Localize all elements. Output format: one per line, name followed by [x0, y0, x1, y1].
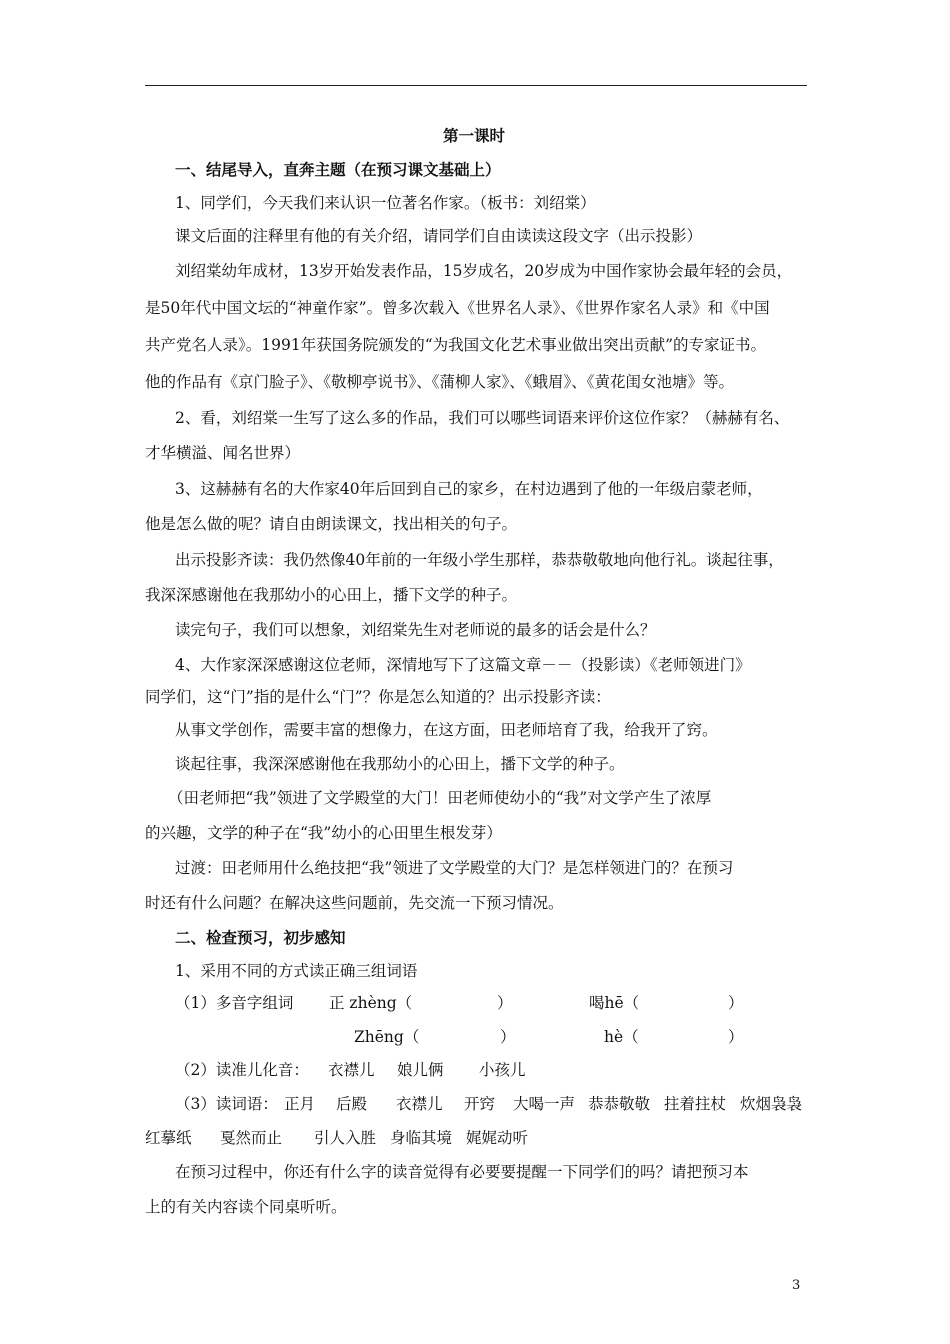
polyphone-label: （1）多音字组词 — [175, 994, 294, 1012]
closing-line-2: 上的有关内容读个同桌听听。 — [145, 1198, 347, 1216]
q3-line-2: 他是怎么做的呢？请自由朗读课文，找出相关的句子。 — [145, 515, 518, 533]
zheng-reading-1: 正 zhèng（ — [329, 994, 413, 1012]
think-line: 读完句子，我们可以想象，刘绍棠先生对老师说的最多的话会是什么？ — [175, 621, 656, 639]
vocab-word: 恭恭敬敬 — [588, 1095, 651, 1113]
vocab-word: 衣襟儿 — [396, 1095, 443, 1113]
vocab-word: 戛然而止 — [220, 1129, 283, 1147]
vocab-word: 拄着拄杖 — [664, 1095, 727, 1113]
vocab-word: 引人入胜 — [314, 1129, 377, 1147]
vocab-word: 后殿 — [336, 1095, 368, 1113]
q4-line-1: 4、大作家深深感谢这位老师，深情地写下了这篇文章－－（投影读）《老师领进门》 — [175, 656, 751, 674]
bio-line-1: 刘绍棠幼年成材，13岁开始发表作品，15岁成名，20岁成为中国作家协会最年轻的会员， — [175, 262, 793, 280]
vocab-word: 大喝一声 — [513, 1095, 576, 1113]
he-close-2: ） — [728, 1028, 744, 1046]
he-close-1: ） — [728, 994, 744, 1012]
erhua-label: （2）读准儿化音： — [175, 1061, 309, 1079]
bio-line-3: 共产党名人录》。1991年获国务院颁发的“为我国文化艺术事业做出突出贡献”的专家证书。 — [145, 336, 767, 354]
transition-line-2: 时还有什么问题？在解决这些问题前，先交流一下预习情况。 — [145, 894, 564, 912]
vocab-word: 炊烟袅袅 — [740, 1095, 803, 1113]
section1-heading: 一、结尾导入，直奔主题（在预习课文基础上） — [175, 160, 501, 179]
q3-line-1: 3、这赫赫有名的大作家40年后回到自己的家乡，在村边遇到了他的一年级启蒙老师， — [175, 480, 763, 498]
vocab-label: （3）读词语： — [175, 1095, 278, 1113]
explain-line-1: （田老师把“我”领进了文学殿堂的大门！田老师使幼小的“我”对文学产生了浓厚 — [168, 789, 712, 807]
erhua-word: 娘儿俩 — [397, 1061, 444, 1079]
show1-line-2: 我深深感谢他在我那幼小的心田上，播下文学的种子。 — [145, 586, 518, 604]
vocab-word: 身临其境 — [390, 1129, 453, 1147]
vocab-word: 正月 — [284, 1095, 316, 1113]
vocab-word: 开窍 — [464, 1095, 496, 1113]
vocab-word: 娓娓动听 — [466, 1129, 529, 1147]
closing-line-1: 在预习过程中，你还有什么字的读音觉得有必要要提醒一下同学们的吗？请把预习本 — [175, 1163, 749, 1181]
he-reading-2: hè（ — [604, 1028, 639, 1046]
quote-1: 从事文学创作，需要丰富的想像力，在这方面，田老师培育了我，给我开了窍。 — [175, 721, 718, 739]
lesson-title: 第一课时 — [443, 126, 506, 145]
q2-line-1: 2、看，刘绍棠一生写了这么多的作品，我们可以哪些词语来评价这位作家？（赫赫有名、 — [175, 409, 790, 427]
quote-2: 谈起往事，我深深感谢他在我那幼小的心田上，播下文学的种子。 — [175, 755, 625, 773]
erhua-word: 衣襟儿 — [328, 1061, 375, 1079]
zheng-close-1: ） — [497, 994, 513, 1012]
q4-line-2: 同学们，这“门”指的是什么“门”？你是怎么知道的？出示投影齐读： — [145, 688, 611, 706]
section2-p1: 1、采用不同的方式读正确三组词语 — [175, 962, 418, 980]
section2-heading: 二、检查预习，初步感知 — [175, 928, 346, 947]
erhua-word: 小孩儿 — [479, 1061, 526, 1079]
bio-line-2: 是50年代中国文坛的“神童作家”。曾多次载入《世界名人录》、《世界作家名人录》和《中国 — [145, 299, 770, 317]
zheng-reading-2: Zhēng（ — [354, 1028, 420, 1046]
header-rule — [145, 85, 807, 86]
transition-line-1: 过渡：田老师用什么绝技把“我”领进了文学殿堂的大门？是怎样领进门的？在预习 — [175, 859, 734, 877]
page-number: 3 — [792, 1278, 801, 1293]
vocab-word: 红摹纸 — [145, 1129, 192, 1147]
section1-p2: 课文后面的注释里有他的有关介绍，请同学们自由读读这段文字（出示投影） — [175, 227, 703, 245]
show1-line-1: 出示投影齐读：我仍然像40年前的一年级小学生那样，恭恭敬敬地向他行礼。谈起往事， — [175, 551, 784, 569]
explain-line-2: 的兴趣，文学的种子在“我”幼小的心田里生根发芽） — [145, 824, 502, 842]
section1-p1: 1、同学们，今天我们来认识一位著名作家。（板书：刘绍棠） — [175, 194, 596, 212]
bio-line-4: 他的作品有《京门脸子》、《敬柳亭说书》、《蒲柳人家》、《蛾眉》、《黄花闺女池塘》等。 — [145, 373, 735, 391]
he-reading-1: 喝hē（ — [589, 994, 640, 1012]
zheng-close-2: ） — [500, 1028, 516, 1046]
q2-line-2: 才华横溢、闻名世界） — [145, 444, 301, 462]
